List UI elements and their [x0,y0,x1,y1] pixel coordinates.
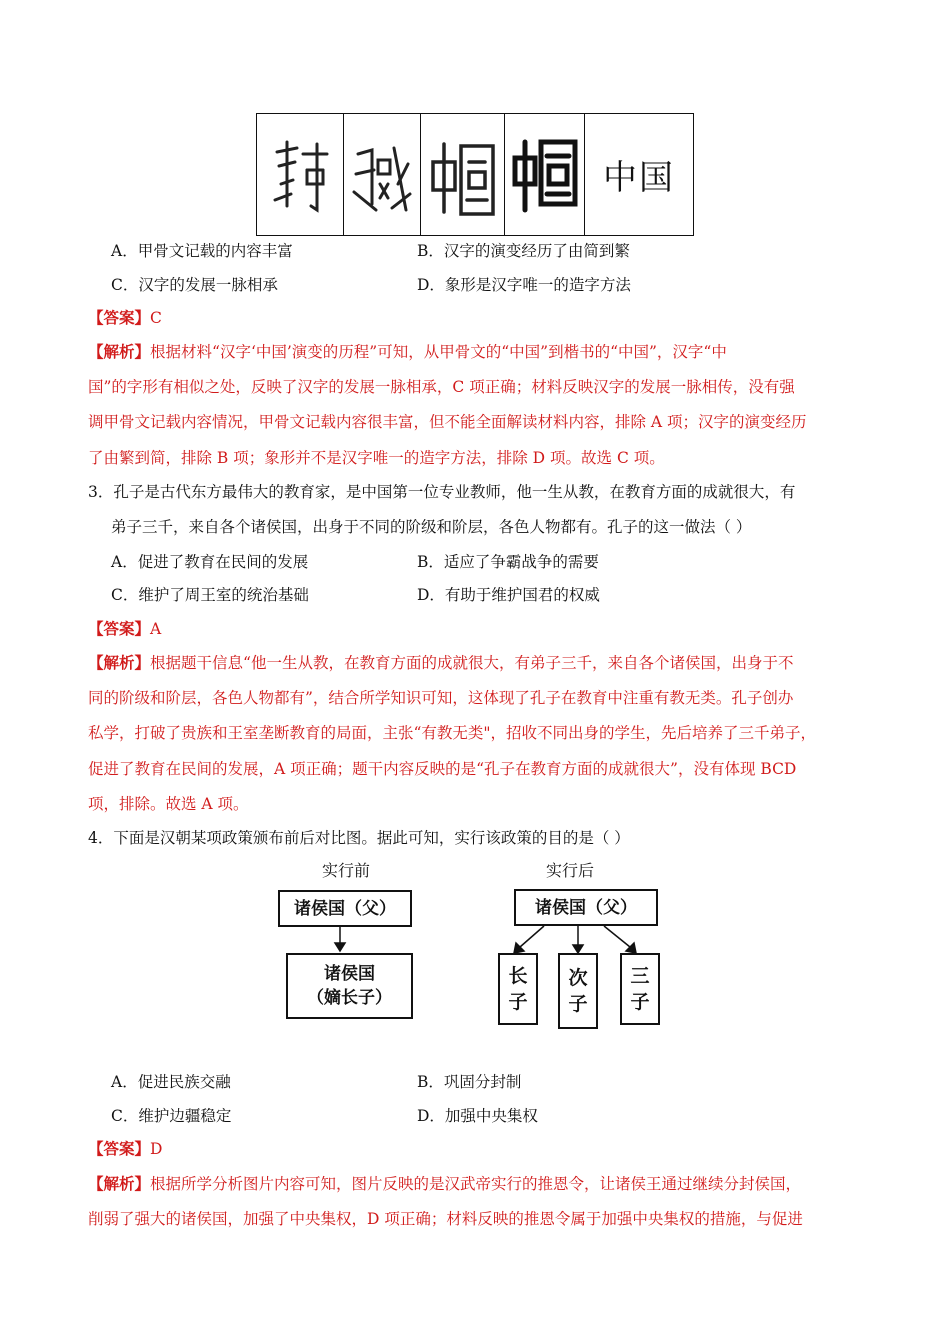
q2-option-b[interactable]: B．汉字的演变经历了由简到繁 [417,242,630,260]
clerical-script-glyph [505,114,585,235]
bronze-script-glyph [344,114,421,235]
q3-option-a[interactable]: A．促进了教育在民间的发展 [111,553,309,571]
oracle-bone-glyph [257,114,344,235]
q2-analysis-line-3: 调甲骨文记载内容情况，甲骨文记载内容很丰富，但不能全面解读材料内容，排除 A 项；汉字的演变经历 [88,413,807,431]
eldest-son-char-2: 子 [508,991,528,1013]
q4-option-b[interactable]: B．巩固分封制 [417,1073,522,1091]
q4-answer-tag: 【答案】 [88,1139,151,1158]
q4-option-d[interactable]: D．加强中央集权 [417,1107,538,1125]
modern-characters: 中国 [603,158,675,198]
q3-analysis-line-1 [88,652,793,674]
after-top-box: 诸侯国（父） [514,889,658,926]
q2-option-d[interactable]: D．象形是汉字唯一的造字方法 [417,276,631,294]
q2-analysis-line-2: 国”的字形有相似之处，反映了汉字的发展一脉相承，C 项正确；材料反映汉字的发展一脉相传，没有强 [88,378,795,396]
q3-analysis-tag: 【解析】 [88,653,151,672]
q4-analysis-tag: 【解析】 [88,1174,151,1193]
q4-answer-value: D [150,1140,163,1158]
q3-option-d[interactable]: D．有助于维护国君的权威 [417,586,600,604]
q3-option-b[interactable]: B．适应了争霸战争的需要 [417,553,599,571]
third-son-box [620,953,660,1025]
third-son-char-2: 子 [630,991,650,1013]
before-bottom-line-1: 诸侯国 [324,964,375,984]
eldest-son-box [498,953,538,1025]
before-top-box: 诸侯国（父） [278,890,412,927]
q3-answer [88,618,161,640]
after-label: 实行后 [546,861,595,880]
third-son-char-1: 三 [630,965,650,987]
q2-analysis-text-1: 根据材料“汉字‘中国’演变的历程”可知，从甲骨文的“中国”到楷书的“中国”，汉字“中 [150,343,727,361]
q4-analysis-line-1 [88,1173,801,1195]
regular-script-glyph [585,114,693,235]
second-son-char-1: 次 [568,967,588,989]
q3-answer-tag: 【答案】 [88,619,151,638]
q4-analysis-line-2: 削弱了强大的诸侯国，加强了中央集权，D 项正确；材料反映的推恩令属于加强中央集权的措施，与促进 [88,1210,803,1228]
q4-stem: 4．下面是汉朝某项政策颁布前后对比图。据此可知，实行该政策的目的是（ ） [88,829,630,847]
q3-analysis-text-1: 根据题干信息“他一生从教，在教育方面的成就很大，有弟子三千，来自各个诸侯国，出身于不 [150,654,794,672]
before-bottom-box [286,953,413,1019]
q3-analysis-line-3: 私学，打破了贵族和王室垄断教育的局面，主张“有教无类"，招收不同出身的学生，先后培养了三千弟子， [88,724,817,742]
q3-analysis-line-4: 促进了教育在民间的发展，A 项正确；题干内容反映的是“孔子在教育方面的成就很大”，没有体现 BCD [88,760,797,778]
second-son-char-2: 子 [568,993,588,1015]
q3-analysis-line-2: 同的阶级和阶层，各色人物都有”，结合所学知识可知，这体现了孔子在教育中注重有教无类。孔子创办 [88,689,794,707]
q4-option-c[interactable]: C．维护边疆稳定 [111,1107,232,1125]
q3-stem-line-2: 弟子三千，来自各个诸侯国，出身于不同的阶级和阶层，各色人物都有。孔子的这一做法（ ） [111,518,752,536]
q3-answer-value: A [150,620,162,638]
seal-script-glyph [421,114,505,235]
before-bottom-line-2: （嫡长子） [307,988,392,1008]
q2-answer-value: C [150,309,162,327]
q2-analysis-line-1 [88,341,727,363]
q2-answer-tag: 【答案】 [88,308,151,327]
q4-answer [88,1138,162,1160]
q2-analysis-line-4: 了由繁到简，排除 B 项；象形并不是汉字唯一的造字方法，排除 D 项。故选 C 项。 [88,449,665,467]
q2-option-c[interactable]: C．汉字的发展一脉相承 [111,276,278,294]
second-son-box [558,953,598,1029]
q4-option-a[interactable]: A．促进民族交融 [111,1073,231,1091]
q2-analysis-tag: 【解析】 [88,342,151,361]
q3-option-c[interactable]: C．维护了周王室的统治基础 [111,586,309,604]
q2-answer [88,307,162,329]
before-label: 实行前 [322,861,371,880]
eldest-son-char-1: 长 [508,965,528,987]
q2-option-a[interactable]: A．甲骨文记载的内容丰富 [111,242,293,260]
policy-comparison-diagram [270,855,680,1035]
q3-stem-line-1: 3．孔子是古代东方最伟大的教育家，是中国第一位专业教师，他一生从教，在教育方面的成就很大，有 [88,483,796,501]
q3-analysis-line-5: 项，排除。故选 A 项。 [88,795,249,813]
q4-analysis-text-1: 根据所学分析图片内容可知，图片反映的是汉武帝实行的推恩令，让诸侯王通过继续分封侯国， [150,1175,802,1193]
character-evolution-figure [256,113,694,236]
